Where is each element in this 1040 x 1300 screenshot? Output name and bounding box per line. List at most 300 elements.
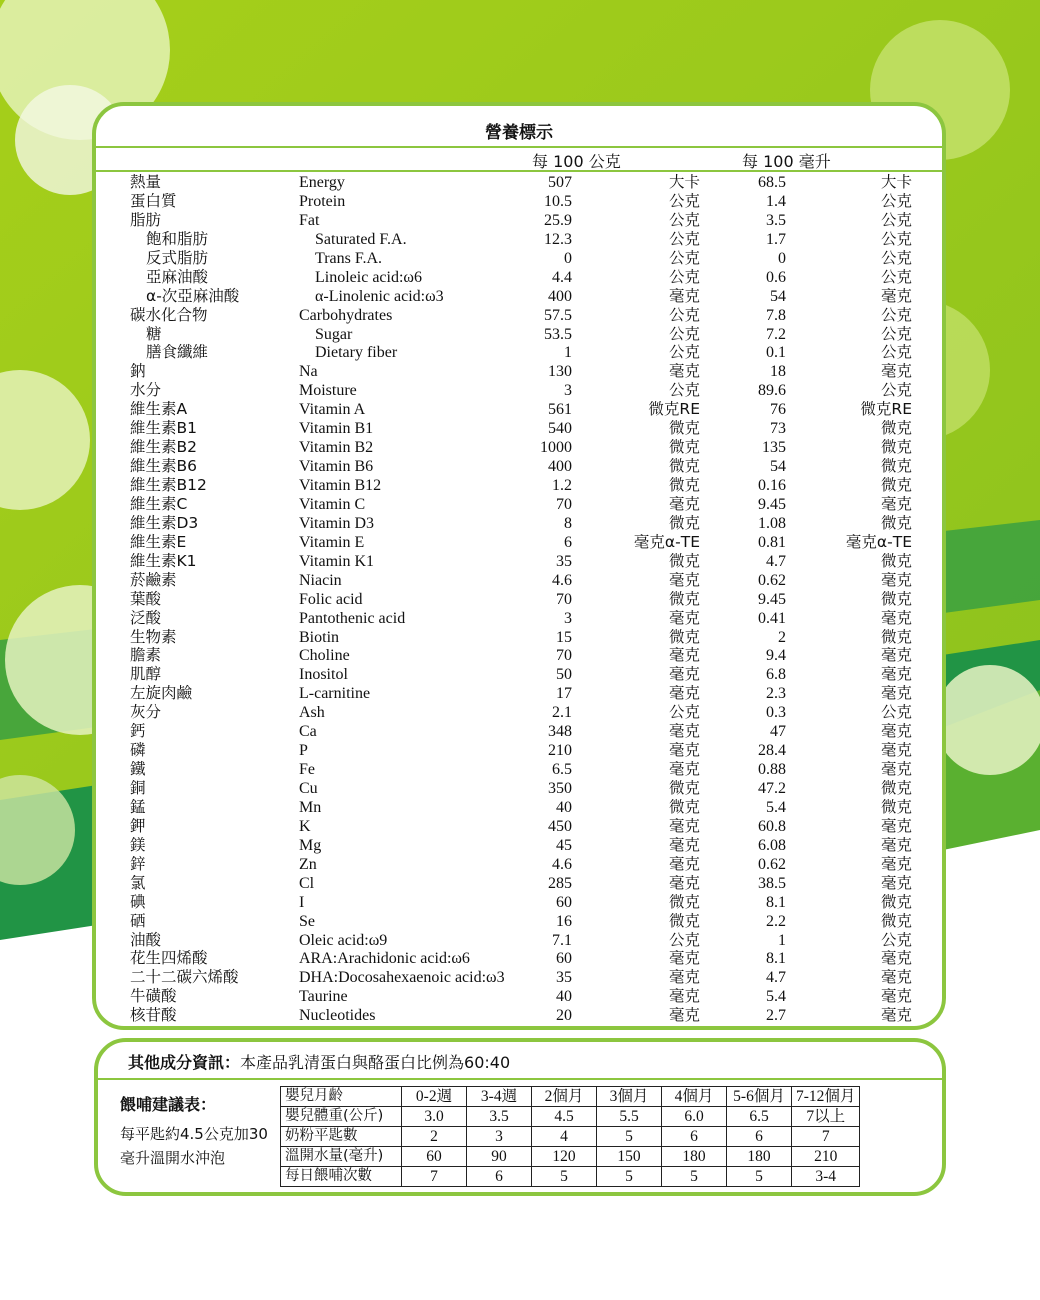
- nutrient-name-en: Linoleic acid:ω6: [315, 268, 422, 286]
- nutrient-name-zh: 泛酸: [130, 608, 162, 627]
- value-per100ml: 1.08: [758, 514, 786, 532]
- unit-per100g: 毫克: [668, 949, 700, 968]
- feeding-cell: 4.5: [532, 1107, 597, 1127]
- unit-per100g: 微克: [668, 779, 700, 797]
- feeding-cell: 2個月: [532, 1087, 597, 1107]
- feeding-cell: 2: [402, 1127, 467, 1147]
- feeding-row: [281, 1127, 860, 1147]
- unit-per100g: 毫克: [668, 854, 700, 873]
- value-per100ml: 54: [770, 287, 786, 305]
- nutrient-name-en: Vitamin D3: [299, 514, 375, 532]
- nutrition-row: [96, 968, 942, 987]
- nutrient-name-en: Cu: [299, 780, 318, 797]
- unit-per100ml: 微克: [880, 476, 912, 494]
- nutrient-name-zh: 碘: [130, 892, 146, 911]
- value-per100ml: 7.2: [766, 325, 786, 343]
- feeding-cell: 4: [532, 1127, 597, 1147]
- value-per100g: 400: [548, 458, 572, 476]
- unit-per100g: 公克: [668, 191, 700, 210]
- value-per100ml: 2.3: [766, 685, 786, 703]
- nutrient-name-en: Saturated F.A.: [315, 230, 407, 248]
- nutrition-row: [96, 192, 942, 211]
- nutrition-row: [96, 760, 942, 779]
- nutrient-name-en: Dietary fiber: [315, 344, 398, 362]
- nutrient-name-zh: 蛋白質: [130, 191, 177, 210]
- unit-per100g: 微克: [668, 551, 700, 570]
- value-per100g: 3: [564, 382, 572, 400]
- nutrition-row: [96, 665, 942, 684]
- unit-per100g: 毫克: [668, 816, 700, 835]
- nutrient-name-en: Mg: [299, 836, 322, 854]
- nutrient-name-en: Carbohydrates: [299, 306, 393, 324]
- unit-per100ml: 毫克: [880, 665, 912, 684]
- value-per100ml: 7.8: [766, 306, 786, 324]
- value-per100ml: 1: [778, 931, 786, 949]
- nutrition-row: [96, 817, 942, 836]
- feeding-cell: 7: [402, 1167, 467, 1187]
- nutrient-name-en: Mn: [299, 798, 322, 816]
- nutrient-name-zh: 鈉: [130, 362, 146, 381]
- value-per100ml: 8.1: [766, 950, 786, 968]
- nutrient-name-en: Moisture: [299, 382, 357, 400]
- value-per100ml: 5.4: [766, 988, 786, 1006]
- unit-per100ml: 毫克: [880, 949, 912, 968]
- nutrition-row: [96, 987, 942, 1006]
- value-per100g: 4.6: [552, 855, 572, 873]
- value-per100g: 3: [564, 609, 572, 627]
- unit-per100ml: 微克: [880, 627, 912, 646]
- nutrient-name-zh: 硒: [130, 911, 146, 930]
- other-info-text: 本產品乳清蛋白與酪蛋白比例為60:40: [240, 1053, 511, 1072]
- feeding-row: [281, 1107, 860, 1127]
- nutrition-row: [96, 400, 942, 419]
- nutrition-row: [96, 230, 942, 249]
- value-per100g: 70: [556, 590, 572, 608]
- nutrient-name-en: DHA:Docosahexaenoic acid:ω3: [299, 969, 505, 987]
- feeding-cell: 6.5: [727, 1107, 792, 1127]
- unit-per100ml: 微克: [880, 457, 912, 476]
- value-per100g: 16: [556, 912, 572, 930]
- unit-per100ml: 毫克: [880, 362, 912, 381]
- nutrient-name-en: Vitamin K1: [299, 552, 375, 570]
- nutrient-name-en: Vitamin E: [299, 533, 365, 551]
- feeding-cell: 3-4週: [467, 1087, 532, 1107]
- nutrient-name-en: Trans F.A.: [315, 249, 383, 267]
- value-per100g: 60: [556, 950, 572, 968]
- nutrient-name-zh: 脂肪: [130, 210, 162, 229]
- value-per100g: 35: [556, 552, 572, 570]
- unit-per100g: 毫克: [668, 968, 700, 987]
- value-per100ml: 5.4: [766, 798, 786, 816]
- value-per100g: 12.3: [544, 230, 572, 248]
- value-per100ml: 73: [770, 420, 786, 438]
- value-per100g: 45: [556, 836, 572, 854]
- value-per100ml: 0.1: [766, 344, 786, 362]
- unit-per100g: 毫克: [668, 646, 700, 665]
- unit-per100g: 毫克: [668, 760, 700, 779]
- value-per100ml: 0.3: [766, 704, 786, 722]
- unit-per100g: 公克: [668, 381, 700, 400]
- nutrition-row: [96, 1006, 942, 1025]
- nutrient-name-en: Protein: [299, 192, 346, 210]
- value-per100ml: 89.6: [758, 382, 786, 400]
- feeding-cell: 4個月: [662, 1087, 727, 1107]
- unit-per100ml: 微克: [880, 419, 912, 438]
- nutrition-row: [96, 684, 942, 703]
- value-per100g: 0: [564, 249, 572, 267]
- unit-per100g: 公克: [668, 324, 700, 343]
- value-per100g: 285: [548, 874, 572, 892]
- feeding-cell: 5: [727, 1167, 792, 1187]
- unit-per100ml: 公克: [880, 248, 912, 267]
- nutrition-row: [96, 476, 942, 495]
- unit-per100ml: 毫克: [880, 987, 912, 1006]
- value-per100ml: 2.7: [766, 1007, 786, 1025]
- col-header-per100ml: 每 100 毫升: [742, 152, 831, 171]
- unit-per100g: 公克: [668, 210, 700, 229]
- unit-per100ml: 毫克: [880, 873, 912, 892]
- nutrition-row: [96, 173, 942, 192]
- feeding-cell: 5: [532, 1167, 597, 1187]
- nutrition-row: [96, 609, 942, 628]
- value-per100g: 20: [556, 1007, 572, 1025]
- feeding-cell: 3.0: [402, 1107, 467, 1127]
- value-per100ml: 6.08: [758, 836, 786, 854]
- value-per100ml: 68.5: [758, 174, 786, 191]
- nutrient-name-en: Vitamin A: [299, 401, 366, 419]
- unit-per100g: 微克: [668, 797, 700, 816]
- nutrient-name-zh: 鉀: [130, 816, 146, 835]
- unit-per100g: 毫克: [668, 684, 700, 703]
- value-per100ml: 38.5: [758, 874, 786, 892]
- nutrient-name-zh: 鈣: [130, 722, 146, 741]
- feeding-note: 每平匙約4.5公克加30毫升溫開水沖泡: [120, 1125, 268, 1167]
- unit-per100ml: 微克: [880, 513, 912, 532]
- nutrient-name-zh: 維生素B2: [130, 438, 197, 457]
- unit-per100g: 毫克: [668, 873, 700, 892]
- nutrition-row: [96, 325, 942, 344]
- nutrient-name-zh: 碳水化合物: [130, 305, 208, 324]
- nutrient-name-zh: 熱量: [130, 173, 162, 191]
- unit-per100g: 微克: [668, 513, 700, 532]
- feeding-cell: 7-12個月: [792, 1087, 860, 1107]
- nutrition-row: [96, 779, 942, 798]
- nutrient-name-en: Choline: [299, 647, 350, 665]
- unit-per100g: 微克: [668, 438, 700, 457]
- nutrient-name-en: Se: [299, 912, 315, 930]
- feeding-table: [280, 1086, 860, 1187]
- value-per100ml: 9.45: [758, 495, 786, 513]
- value-per100ml: 8.1: [766, 893, 786, 911]
- nutrient-name-zh: 糖: [146, 324, 162, 343]
- value-per100ml: 4.7: [766, 969, 786, 987]
- unit-per100g: 微克: [668, 476, 700, 494]
- nutrition-row: [96, 495, 942, 514]
- unit-per100ml: 微克RE: [860, 400, 912, 419]
- nutrient-name-en: Cl: [299, 874, 315, 892]
- value-per100g: 60: [556, 893, 572, 911]
- nutrition-row: [96, 306, 942, 325]
- unit-per100ml: 毫克: [880, 286, 912, 305]
- feeding-cell: 90: [467, 1147, 532, 1167]
- feeding-row-label: 奶粉平匙數: [281, 1127, 402, 1147]
- value-per100g: 4.4: [552, 268, 572, 286]
- other-panel: [94, 1038, 946, 1196]
- nutrient-name-en: Oleic acid:ω9: [299, 931, 388, 949]
- nutrient-name-zh: 維生素B12: [130, 476, 207, 494]
- unit-per100g: 公克: [668, 930, 700, 949]
- unit-per100g: 毫克: [668, 494, 700, 513]
- unit-per100g: 微克: [668, 457, 700, 476]
- value-per100ml: 60.8: [758, 817, 786, 835]
- nutrition-row: [96, 722, 942, 741]
- unit-per100ml: 毫克α-TE: [845, 532, 912, 551]
- nutrient-name-zh: 維生素B6: [130, 457, 197, 476]
- nutrient-name-zh: 油酸: [130, 930, 162, 949]
- value-per100g: 6: [564, 533, 572, 551]
- title-divider: [96, 146, 942, 148]
- unit-per100g: 公克: [668, 343, 700, 362]
- nutrient-name-zh: 二十二碳六烯酸: [130, 968, 239, 987]
- value-per100ml: 0.41: [758, 609, 786, 627]
- nutrient-name-en: Na: [299, 363, 318, 381]
- value-per100ml: 0.88: [758, 761, 786, 779]
- nutrient-name-en: Ash: [299, 704, 325, 722]
- unit-per100ml: 毫克: [880, 684, 912, 703]
- value-per100ml: 0.81: [758, 533, 786, 551]
- value-per100g: 10.5: [544, 192, 572, 210]
- value-per100ml: 6.8: [766, 666, 786, 684]
- nutrient-name-en: Fat: [299, 211, 320, 229]
- unit-per100ml: 微克: [880, 779, 912, 797]
- feeding-cell: 60: [402, 1147, 467, 1167]
- nutrient-name-en: Sugar: [315, 325, 353, 343]
- nutrient-name-en: Vitamin B1: [299, 420, 374, 438]
- value-per100g: 15: [556, 628, 572, 646]
- unit-per100ml: 毫克: [880, 570, 912, 589]
- feeding-title: 餵哺建議表：: [120, 1095, 217, 1114]
- value-per100g: 6.5: [552, 761, 572, 779]
- nutrient-name-zh: 膳食纖維: [146, 343, 209, 362]
- feeding-cell: 5-6個月: [727, 1087, 792, 1107]
- value-per100g: 1.2: [552, 477, 572, 494]
- value-per100ml: 0: [778, 249, 786, 267]
- feeding-cell: 5.5: [597, 1107, 662, 1127]
- value-per100ml: 4.7: [766, 552, 786, 570]
- nutrient-name-zh: 左旋肉鹼: [130, 684, 193, 703]
- nutrient-name-en: Vitamin B6: [299, 458, 374, 476]
- nutrient-name-en: Taurine: [299, 988, 348, 1006]
- nutrient-name-zh: 葉酸: [130, 589, 162, 608]
- nutrition-row: [96, 590, 942, 609]
- nutrition-row: [96, 874, 942, 893]
- nutrient-name-en: Vitamin B12: [299, 477, 382, 494]
- nutrition-row: [96, 646, 942, 665]
- value-per100ml: 0.6: [766, 268, 786, 286]
- nutrient-name-en: Vitamin C: [299, 495, 366, 513]
- nutrition-row: [96, 571, 942, 590]
- value-per100g: 70: [556, 647, 572, 665]
- nutrition-title: 營養標示: [485, 123, 553, 143]
- value-per100g: 2.1: [552, 704, 572, 722]
- unit-per100g: 公克: [668, 229, 700, 248]
- value-per100g: 40: [556, 798, 572, 816]
- nutrition-row: [96, 419, 942, 438]
- unit-per100ml: 毫克: [880, 646, 912, 665]
- value-per100g: 40: [556, 988, 572, 1006]
- other-divider: [98, 1078, 942, 1080]
- nutrient-name-en: K: [299, 817, 311, 835]
- unit-per100g: 毫克: [668, 741, 700, 760]
- value-per100g: 130: [548, 363, 572, 381]
- nutrient-name-en: Nucleotides: [299, 1007, 376, 1025]
- nutrient-name-en: L-carnitine: [299, 685, 371, 703]
- nutrient-name-en: Vitamin B2: [299, 439, 374, 457]
- nutrient-name-zh: α-次亞麻油酸: [146, 286, 240, 305]
- nutrient-name-en: Energy: [299, 174, 345, 191]
- nutrition-rows: [96, 173, 942, 1025]
- unit-per100g: 毫克: [668, 665, 700, 684]
- nutrient-name-zh: 花生四烯酸: [130, 949, 208, 968]
- nutrient-name-en: Pantothenic acid: [299, 609, 406, 627]
- nutrient-name-en: Inositol: [299, 666, 348, 684]
- nutrition-row: [96, 268, 942, 287]
- value-per100g: 561: [548, 401, 572, 419]
- feeding-row: [281, 1167, 860, 1187]
- nutrient-name-en: Folic acid: [299, 590, 363, 608]
- nutrient-name-zh: 維生素E: [130, 532, 187, 551]
- unit-per100ml: 公克: [880, 267, 912, 286]
- nutrition-row: [96, 457, 942, 476]
- value-per100g: 57.5: [544, 306, 572, 324]
- unit-per100ml: 毫克: [880, 760, 912, 779]
- value-per100ml: 0.62: [758, 571, 786, 589]
- unit-per100g: 毫克: [668, 570, 700, 589]
- value-per100g: 400: [548, 287, 572, 305]
- unit-per100g: 毫克: [668, 835, 700, 854]
- unit-per100ml: 微克: [880, 911, 912, 930]
- unit-per100g: 毫克α-TE: [633, 532, 700, 551]
- value-per100g: 450: [548, 817, 572, 835]
- nutrition-row: [96, 514, 942, 533]
- feeding-cell: 3.5: [467, 1107, 532, 1127]
- unit-per100ml: 公克: [880, 210, 912, 229]
- value-per100ml: 1.7: [766, 230, 786, 248]
- value-per100ml: 0.16: [758, 477, 786, 494]
- nutrient-name-zh: 水分: [130, 381, 162, 400]
- unit-per100ml: 公克: [880, 343, 912, 362]
- value-per100g: 540: [548, 420, 572, 438]
- nutrient-name-zh: 牛磺酸: [130, 987, 177, 1006]
- nutrition-row: [96, 287, 942, 306]
- value-per100ml: 9.45: [758, 590, 786, 608]
- value-per100g: 1000: [540, 439, 572, 457]
- feeding-cell: 3個月: [597, 1087, 662, 1107]
- value-per100g: 350: [548, 780, 572, 797]
- header-divider: [96, 170, 942, 172]
- nutrient-name-zh: 核苷酸: [130, 1006, 177, 1025]
- nutrition-row: [96, 893, 942, 912]
- nutrient-name-zh: 肌醇: [130, 665, 162, 684]
- unit-per100ml: 公克: [880, 305, 912, 324]
- nutrient-name-zh: 生物素: [130, 627, 177, 646]
- nutrition-row: [96, 343, 942, 362]
- feeding-row-label: 每日餵哺次數: [281, 1167, 402, 1187]
- nutrient-name-zh: 鎂: [130, 835, 146, 854]
- nutrition-row: [96, 931, 942, 950]
- feeding-cell: 120: [532, 1147, 597, 1167]
- nutrition-row: [96, 362, 942, 381]
- feeding-cell: 6: [467, 1167, 532, 1187]
- nutrient-name-zh: 灰分: [130, 703, 162, 722]
- nutrient-name-zh: 鐵: [130, 760, 146, 779]
- value-per100g: 25.9: [544, 211, 572, 229]
- value-per100g: 348: [548, 723, 572, 741]
- nutrient-name-en: ARA:Arachidonic acid:ω6: [299, 950, 470, 968]
- feeding-cell: 6: [727, 1127, 792, 1147]
- value-per100ml: 2.2: [766, 912, 786, 930]
- nutrition-row: [96, 211, 942, 230]
- value-per100g: 50: [556, 666, 572, 684]
- feeding-cell: 3-4: [792, 1167, 860, 1187]
- unit-per100g: 公克: [668, 305, 700, 324]
- feeding-row-label: 溫開水量(毫升): [281, 1147, 402, 1167]
- col-header-per100g: 每 100 公克: [532, 152, 621, 171]
- nutrient-name-en: Ca: [299, 723, 317, 741]
- nutrient-name-en: α-Linolenic acid:ω3: [315, 287, 444, 305]
- unit-per100g: 微克RE: [648, 400, 700, 419]
- feeding-cell: 210: [792, 1147, 860, 1167]
- unit-per100ml: 毫克: [880, 835, 912, 854]
- nutrition-row: [96, 438, 942, 457]
- unit-per100ml: 毫克: [880, 816, 912, 835]
- feeding-cell: 150: [597, 1147, 662, 1167]
- value-per100g: 507: [548, 174, 572, 191]
- nutrient-name-zh: 維生素D3: [130, 513, 199, 532]
- feeding-cell: 0-2週: [402, 1087, 467, 1107]
- nutrient-name-zh: 錳: [130, 797, 146, 816]
- unit-per100g: 毫克: [668, 987, 700, 1006]
- nutrient-name-zh: 磷: [130, 741, 146, 760]
- value-per100ml: 76: [770, 401, 786, 419]
- nutrition-row: [96, 836, 942, 855]
- unit-per100ml: 毫克: [880, 722, 912, 741]
- nutrient-name-zh: 菸鹼素: [130, 570, 177, 589]
- feeding-cell: 6.0: [662, 1107, 727, 1127]
- unit-per100g: 微克: [668, 911, 700, 930]
- unit-per100ml: 公克: [880, 191, 912, 210]
- value-per100g: 4.6: [552, 571, 572, 589]
- unit-per100ml: 微克: [880, 589, 912, 608]
- nutrition-row: [96, 798, 942, 817]
- unit-per100ml: 毫克: [880, 741, 912, 760]
- nutrition-row: [96, 912, 942, 931]
- nutrient-name-zh: 維生素A: [130, 400, 188, 419]
- value-per100ml: 135: [762, 439, 786, 457]
- unit-per100ml: 微克: [880, 438, 912, 457]
- value-per100ml: 28.4: [758, 742, 786, 760]
- nutrient-name-zh: 飽和脂肪: [146, 229, 209, 248]
- nutrient-name-zh: 維生素K1: [130, 551, 197, 570]
- feeding-cell: 7: [792, 1127, 860, 1147]
- other-info: [128, 1050, 510, 1073]
- feeding-cell: 7以上: [792, 1107, 860, 1127]
- nutrient-name-zh: 膽素: [130, 646, 162, 665]
- nutrient-name-zh: 氯: [130, 873, 146, 892]
- unit-per100g: 毫克: [668, 608, 700, 627]
- feeding-cell: 5: [597, 1127, 662, 1147]
- nutrient-name-en: Niacin: [299, 571, 342, 589]
